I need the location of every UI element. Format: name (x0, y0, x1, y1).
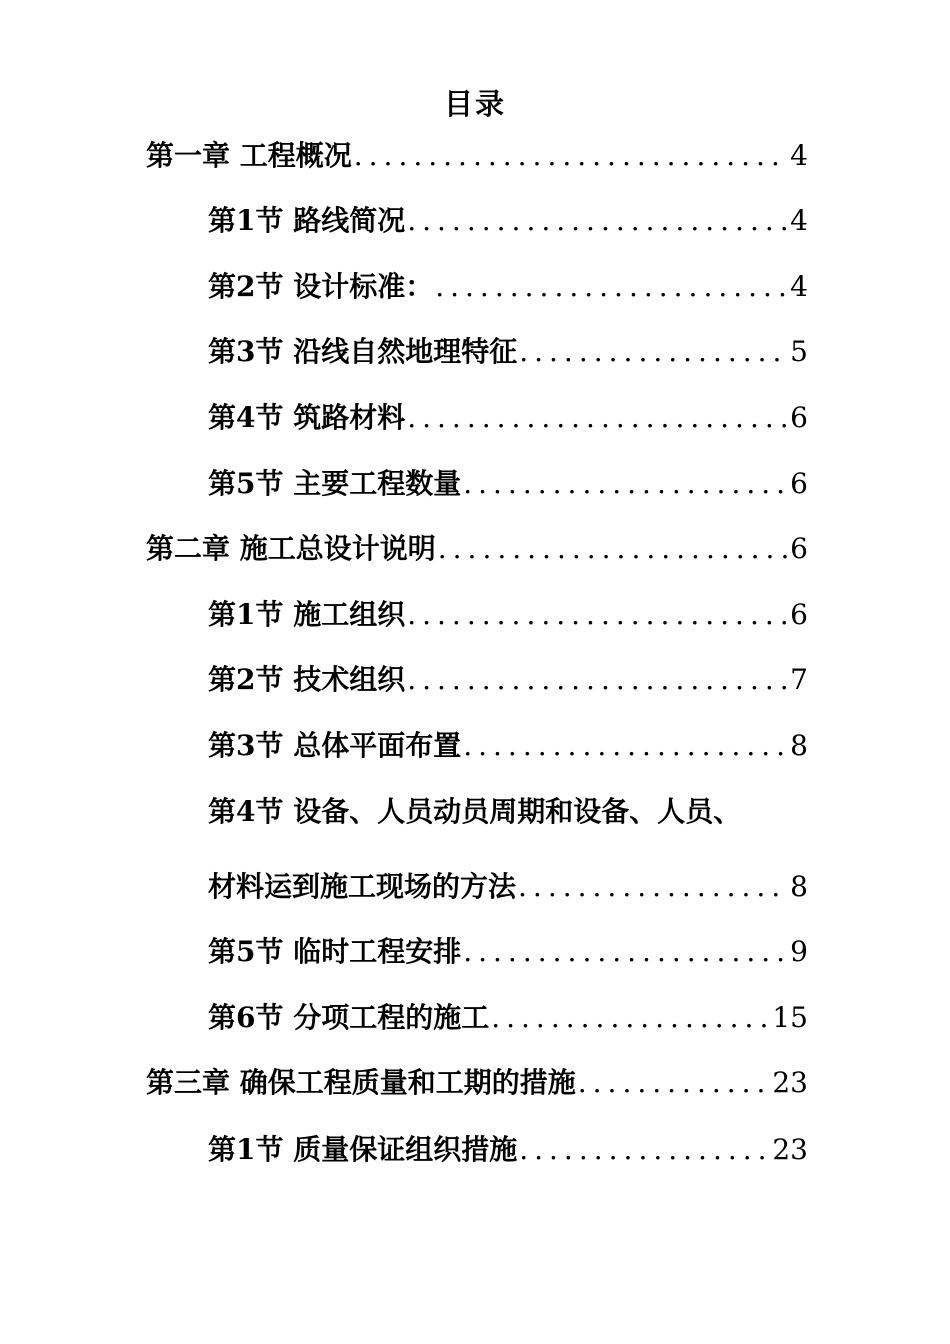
toc-dot-leader (463, 726, 788, 766)
toc-entry-label: 第3节 沿线自然地理特征 (208, 335, 518, 368)
toc-dot-leader (491, 998, 770, 1038)
toc-dot-leader (407, 595, 788, 635)
toc-entry-label: 第二章 施工总设计说明 (146, 532, 436, 565)
toc-entry-label: 第三章 确保工程质量和工期的措施 (146, 1066, 576, 1099)
toc-page-number: 4 (790, 139, 808, 172)
toc-entry-1-4[interactable] (208, 398, 808, 438)
toc-entry-label: 第6节 分项工程的施工 (208, 1001, 490, 1034)
toc-page-number: 6 (790, 467, 808, 500)
toc-page-number: 8 (790, 870, 808, 903)
toc-title: 目录 (443, 87, 506, 121)
toc-dot-leader (519, 332, 788, 372)
toc-entry-label: 第4节 筑路材料 (208, 401, 406, 434)
toc-page-number: 23 (772, 1133, 808, 1166)
toc-entry-1-1[interactable] (208, 201, 808, 241)
toc-entry-1-3[interactable] (208, 332, 808, 372)
toc-dot-leader (407, 201, 788, 241)
toc-entry-label: 第5节 临时工程安排 (208, 935, 462, 968)
toc-page-number: 6 (790, 532, 808, 565)
toc-dot-leader (354, 136, 788, 176)
toc-entry-2-2[interactable] (208, 660, 808, 700)
toc-entry-1-2[interactable] (208, 267, 808, 307)
toc-dot-leader (519, 1130, 770, 1170)
toc-page-number: 6 (790, 401, 808, 434)
toc-dot-leader (463, 464, 788, 504)
toc-dot-leader (435, 267, 788, 307)
toc-entry-chapter-2[interactable] (146, 529, 808, 569)
toc-entry-label: 第5节 主要工程数量 (208, 467, 462, 500)
toc-page-number: 9 (790, 935, 808, 968)
toc-page-number: 23 (772, 1066, 808, 1099)
toc-dot-leader (463, 932, 788, 972)
toc-entry-2-6[interactable] (208, 998, 808, 1038)
toc-entry-2-5[interactable] (208, 932, 808, 972)
toc-entry-label: 第1节 施工组织 (208, 598, 406, 631)
toc-entry-2-1[interactable] (208, 595, 808, 635)
toc-dot-leader (438, 529, 788, 569)
toc-dot-leader (578, 1063, 771, 1103)
toc-entry-label: 第4节 设备、人员动员周期和设备、人员、 (208, 795, 742, 828)
toc-entry-chapter-1[interactable] (146, 136, 808, 176)
toc-entry-2-3[interactable] (208, 726, 808, 766)
toc-page-number: 8 (790, 729, 808, 762)
toc-entry-label: 第2节 技术组织 (208, 663, 406, 696)
toc-entry-3-1[interactable] (208, 1130, 808, 1170)
toc-entry-label: 第一章 工程概况 (146, 139, 352, 172)
toc-entry-chapter-3[interactable] (146, 1063, 808, 1103)
toc-page-number: 15 (772, 1001, 808, 1034)
toc-page-number: 7 (790, 663, 808, 696)
toc-entry-1-5[interactable] (208, 464, 808, 504)
toc-entry-label: 第3节 总体平面布置 (208, 729, 462, 762)
toc-page-number: 4 (790, 204, 808, 237)
toc-dot-leader (407, 398, 788, 438)
toc-entry-2-4-line-1[interactable] (208, 792, 828, 832)
toc-page-number: 5 (790, 335, 808, 368)
toc-dot-leader (407, 660, 788, 700)
toc-entry-label: 材料运到施工现场的方法 (208, 870, 517, 903)
toc-page-number: 4 (790, 270, 808, 303)
toc-entry-label: 第2节 设计标准： (208, 270, 434, 303)
toc-entry-label: 第1节 质量保证组织措施 (208, 1133, 518, 1166)
toc-entry-label: 第1节 路线简况 (208, 204, 406, 237)
toc-page-number: 6 (790, 598, 808, 631)
toc-dot-leader (518, 867, 788, 907)
toc-entry-2-4-line-2[interactable] (208, 867, 808, 907)
